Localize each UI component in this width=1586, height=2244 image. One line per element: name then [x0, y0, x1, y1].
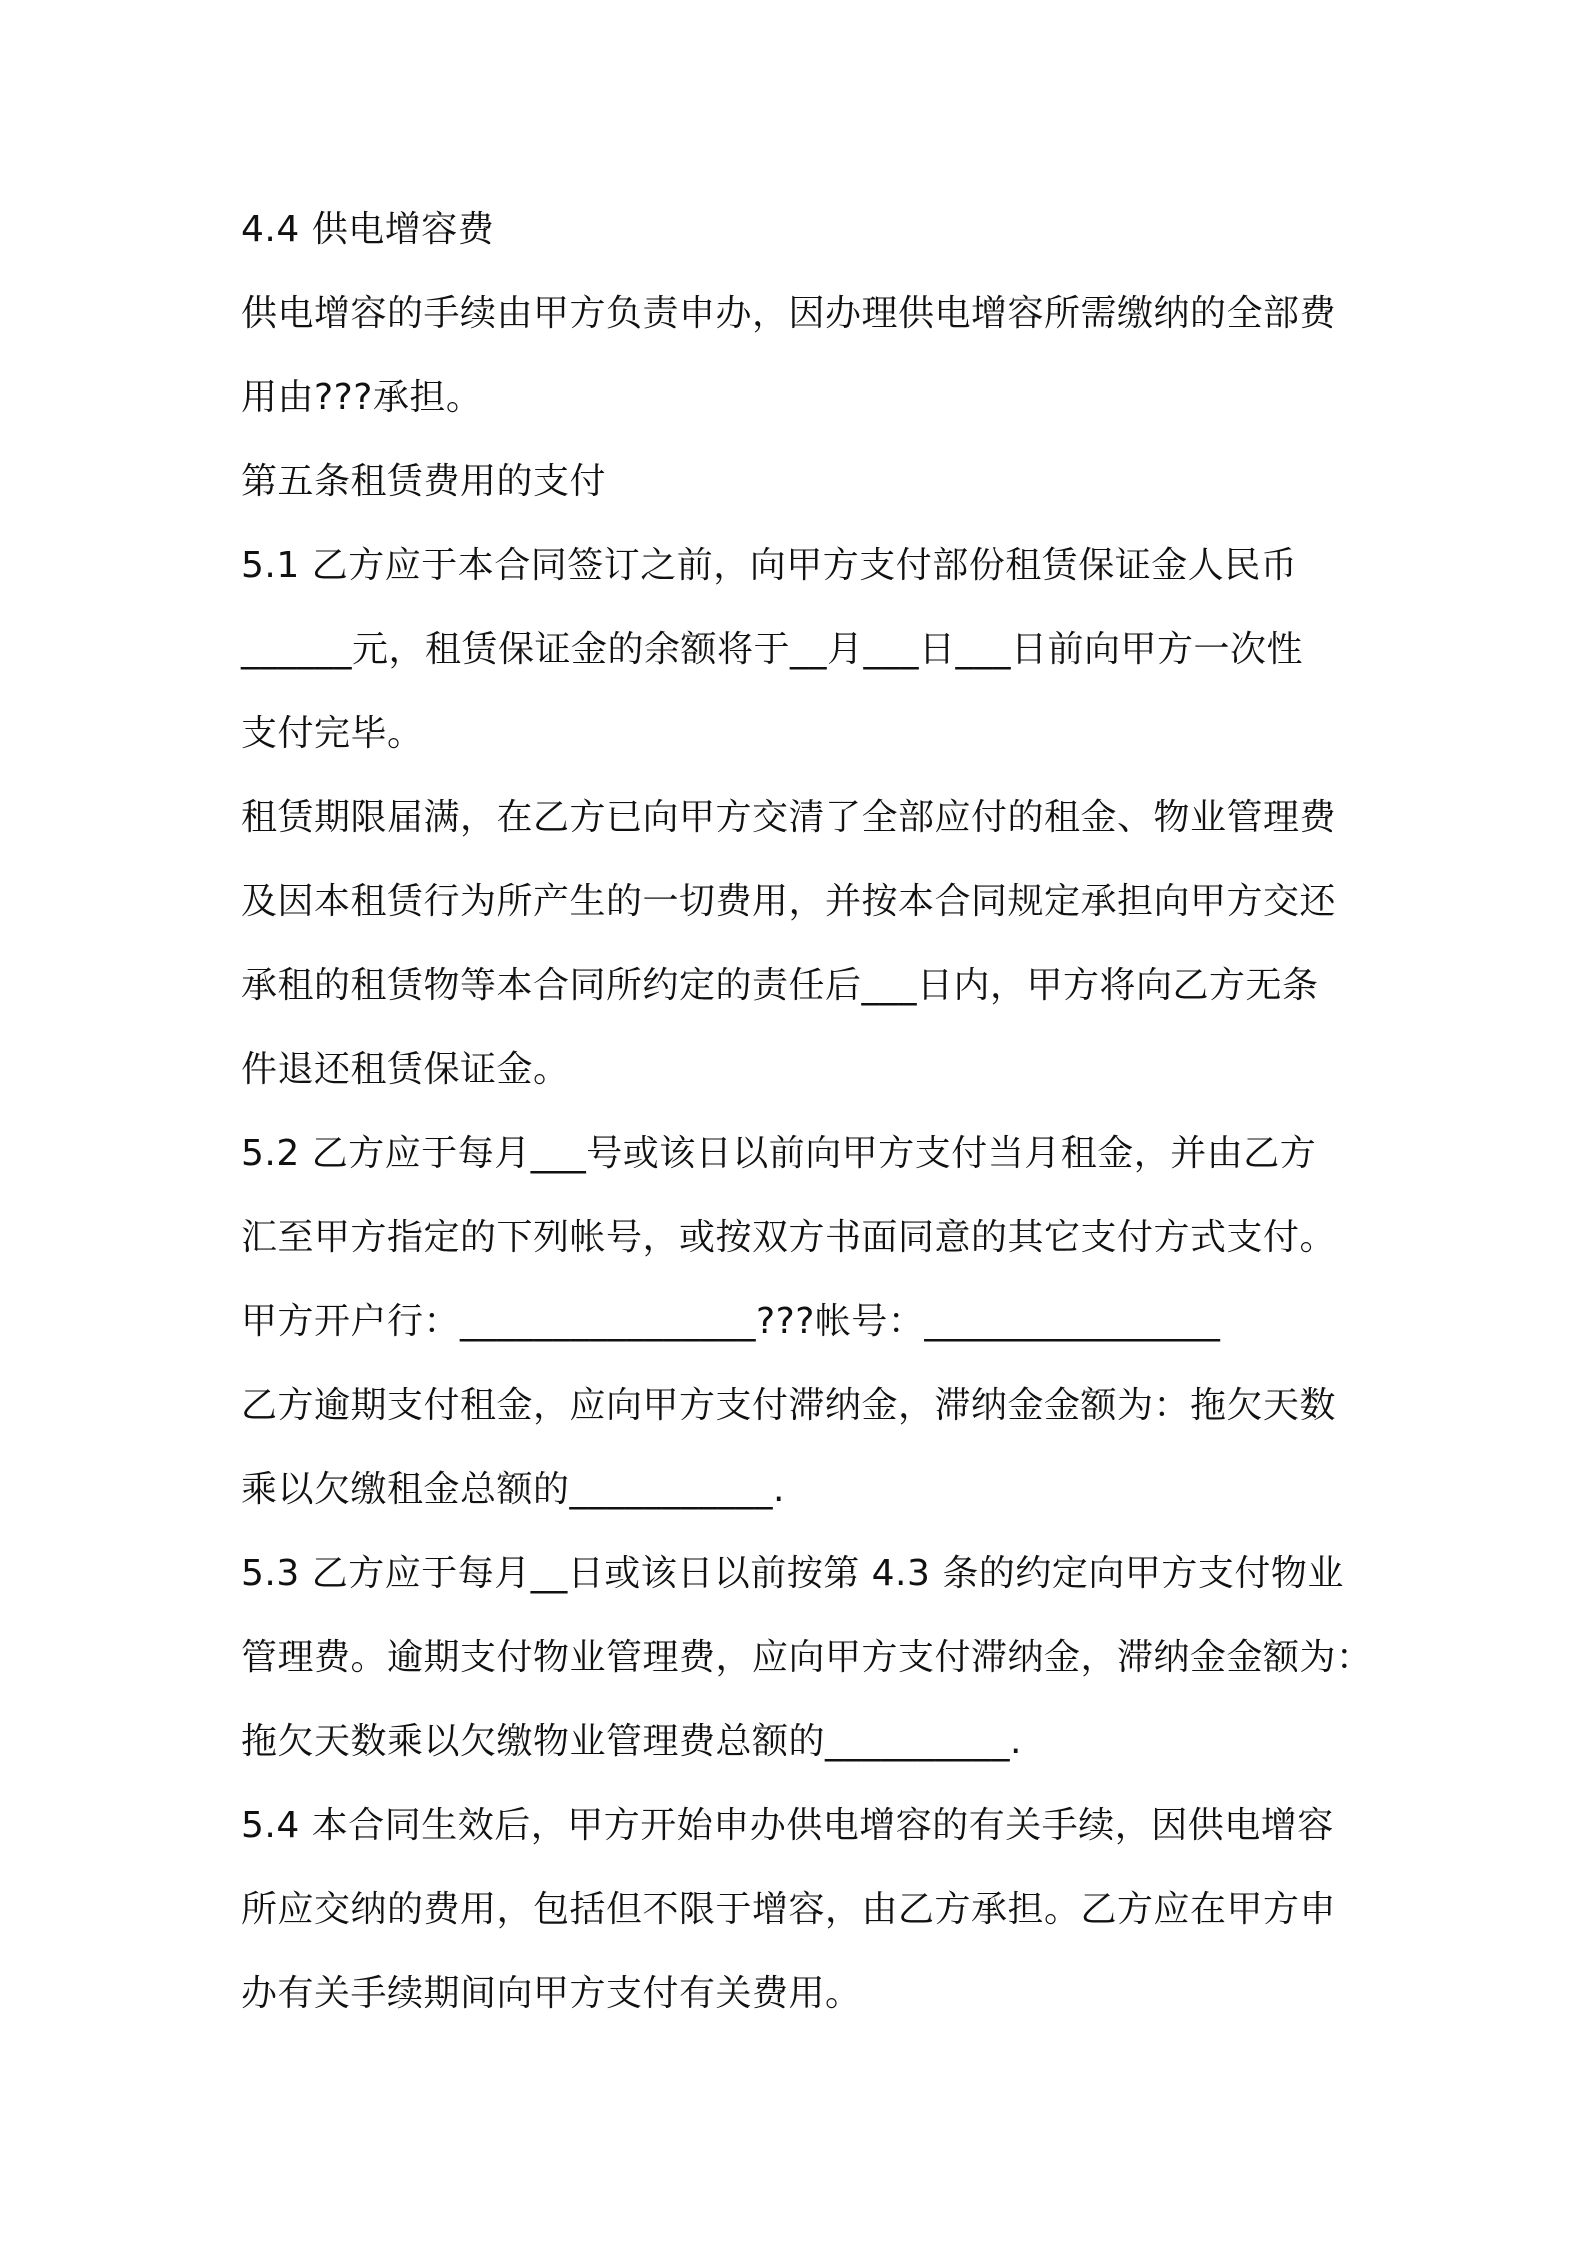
paragraph-line: 承租的租赁物等本合同所约定的责任后___日内，甲方将向乙方无条	[241, 965, 1319, 1006]
clause-5-4-line: 5.4 本合同生效后，甲方开始申办供电增容的有关手续，因供电增容	[241, 1805, 1334, 1846]
clause-5-3-line: 5.3 乙方应于每月__日或该日以前按第 4.3 条的约定向甲方支付物业	[241, 1553, 1344, 1594]
clause-5-3-line: 管理费。逾期支付物业管理费，应向甲方支付滞纳金，滞纳金金额为：	[241, 1637, 1373, 1678]
article-heading-5: 第五条租赁费用的支付	[241, 461, 607, 502]
clause-5-1-line: ______元，租赁保证金的余额将于__月___日___日前向甲方一次性	[241, 629, 1304, 670]
clause-5-2-line: 汇至甲方指定的下列帐号，或按双方书面同意的其它支付方式支付。	[241, 1217, 1337, 1258]
paragraph-line: 供电增容的手续由甲方负责申办，因办理供电增容所需缴纳的全部费	[241, 293, 1337, 334]
clause-5-2-line: 5.2 乙方应于每月___号或该日以前向甲方支付当月租金，并由乙方	[241, 1133, 1317, 1174]
clause-5-4-line: 办有关手续期间向甲方支付有关费用。	[241, 1973, 862, 2014]
paragraph-line: 乙方逾期支付租金，应向甲方支付滞纳金，滞纳金金额为：拖欠天数	[241, 1385, 1337, 1426]
clause-5-3-line: 拖欠天数乘以欠缴物业管理费总额的__________.	[241, 1721, 1022, 1762]
paragraph-line: 租赁期限届满，在乙方已向甲方交清了全部应付的租金、物业管理费	[241, 797, 1337, 838]
section-heading-4-4: 4.4 供电增容费	[241, 209, 495, 250]
paragraph-line: 乘以欠缴租金总额的___________.	[241, 1469, 785, 1510]
bank-account-line: 甲方开户行：________________???帐号：________________	[241, 1301, 1221, 1342]
paragraph-line: 件退还租赁保证金。	[241, 1049, 570, 1090]
clause-5-1-line: 5.1 乙方应于本合同签订之前，向甲方支付部份租赁保证金人民币	[241, 545, 1298, 586]
clause-5-4-line: 所应交纳的费用，包括但不限于增容，由乙方承担。乙方应在甲方申	[241, 1889, 1337, 1930]
paragraph-line: 及因本租赁行为所产生的一切费用，并按本合同规定承担向甲方交还	[241, 881, 1337, 922]
paragraph-line: 用由???承担。	[241, 377, 483, 418]
clause-5-1-line: 支付完毕。	[241, 713, 424, 754]
